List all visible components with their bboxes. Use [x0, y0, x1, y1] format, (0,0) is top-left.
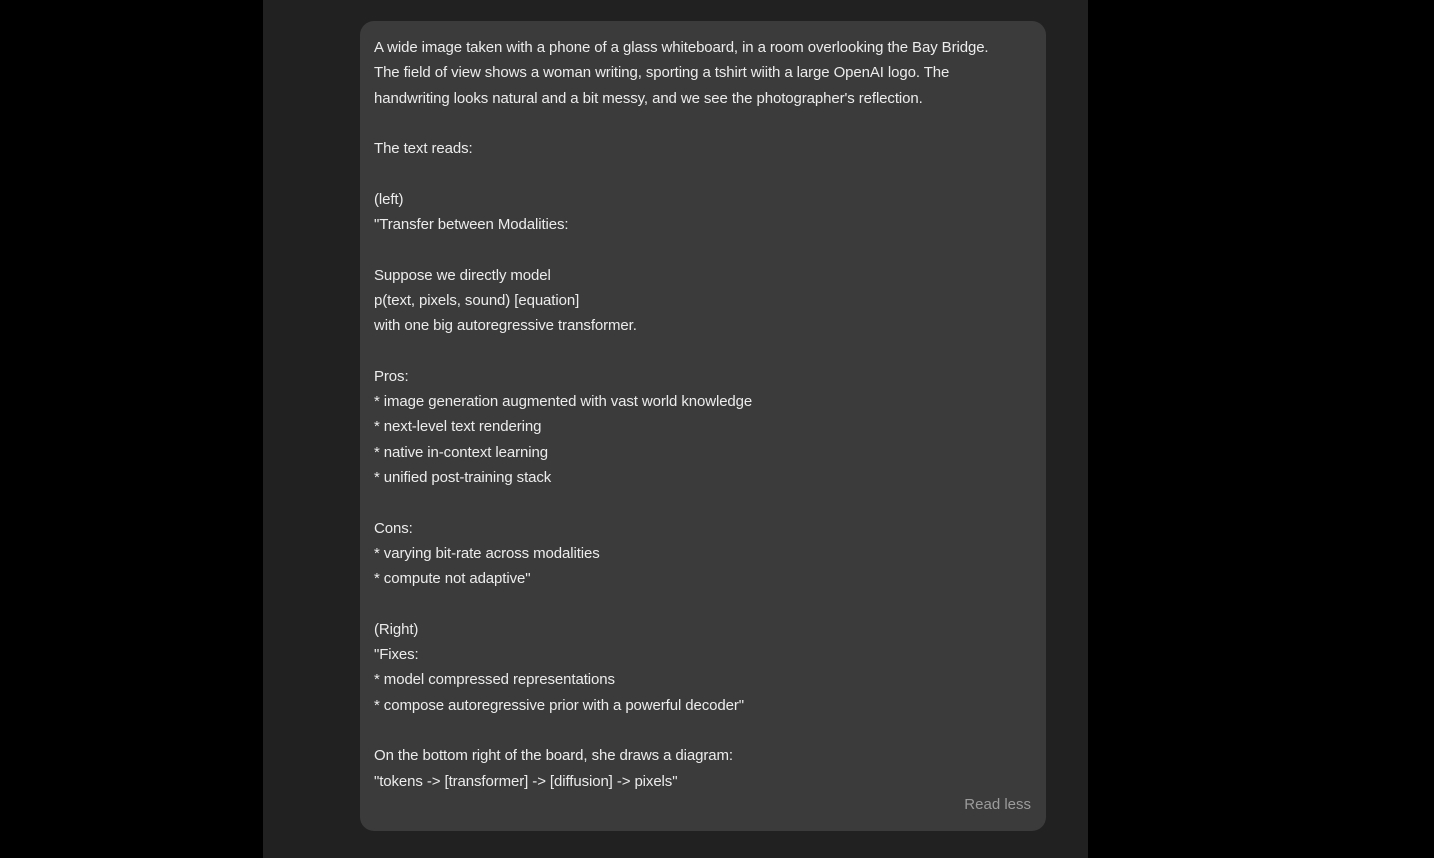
- message-line: On the bottom right of the board, she draws a diagram:: [374, 747, 733, 765]
- message-line: "Transfer between Modalities:: [374, 216, 569, 234]
- message-line: Suppose we directly model: [374, 266, 551, 284]
- message-line: Cons:: [374, 519, 413, 537]
- message-line: * next-level text rendering: [374, 418, 542, 436]
- message-line: * model compressed representations: [374, 671, 615, 689]
- message-line: [374, 111, 1032, 136]
- message-line: (left): [374, 190, 404, 208]
- message-line: * compose autoregressive prior with a powerful decoder": [374, 696, 745, 714]
- message-line: * varying bit-rate across modalities: [374, 544, 600, 562]
- message-line: * image generation augmented with vast world knowledge: [374, 393, 753, 411]
- message-line: "tokens -> [transformer] -> [diffusion] -> pixels": [374, 772, 678, 790]
- message-line: handwriting looks natural and a bit messy, and we see the photographer's reflection.: [374, 89, 923, 107]
- message-line: [374, 718, 1032, 743]
- user-message-bubble: [360, 21, 1046, 831]
- message-line: "Fixes:: [374, 646, 419, 664]
- message-line: * native in-context learning: [374, 443, 548, 461]
- message-line: Pros:: [374, 367, 409, 385]
- read-less-button[interactable]: Read less: [964, 796, 1031, 813]
- message-line: The text reads:: [374, 140, 473, 158]
- message-line: [374, 237, 1032, 262]
- message-line: The field of view shows a woman writing, sporting a tshirt wiith a large OpenAI logo. The: [374, 64, 950, 82]
- message-line: with one big autoregressive transformer.: [374, 317, 637, 335]
- message-line: * compute not adaptive": [374, 570, 531, 588]
- message-line: p(text, pixels, sound) [equation]: [374, 291, 580, 309]
- message-line: A wide image taken with a phone of a glass whiteboard, in a room overlooking the Bay Bridge.: [374, 39, 989, 56]
- message-line: (Right): [374, 620, 419, 638]
- message-text: [374, 35, 1032, 794]
- message-line: [374, 161, 1032, 186]
- message-line: [374, 592, 1032, 617]
- message-line: [374, 490, 1032, 515]
- message-line: * unified post-training stack: [374, 469, 552, 487]
- message-line: [374, 339, 1032, 364]
- chat-column: [263, 0, 1088, 858]
